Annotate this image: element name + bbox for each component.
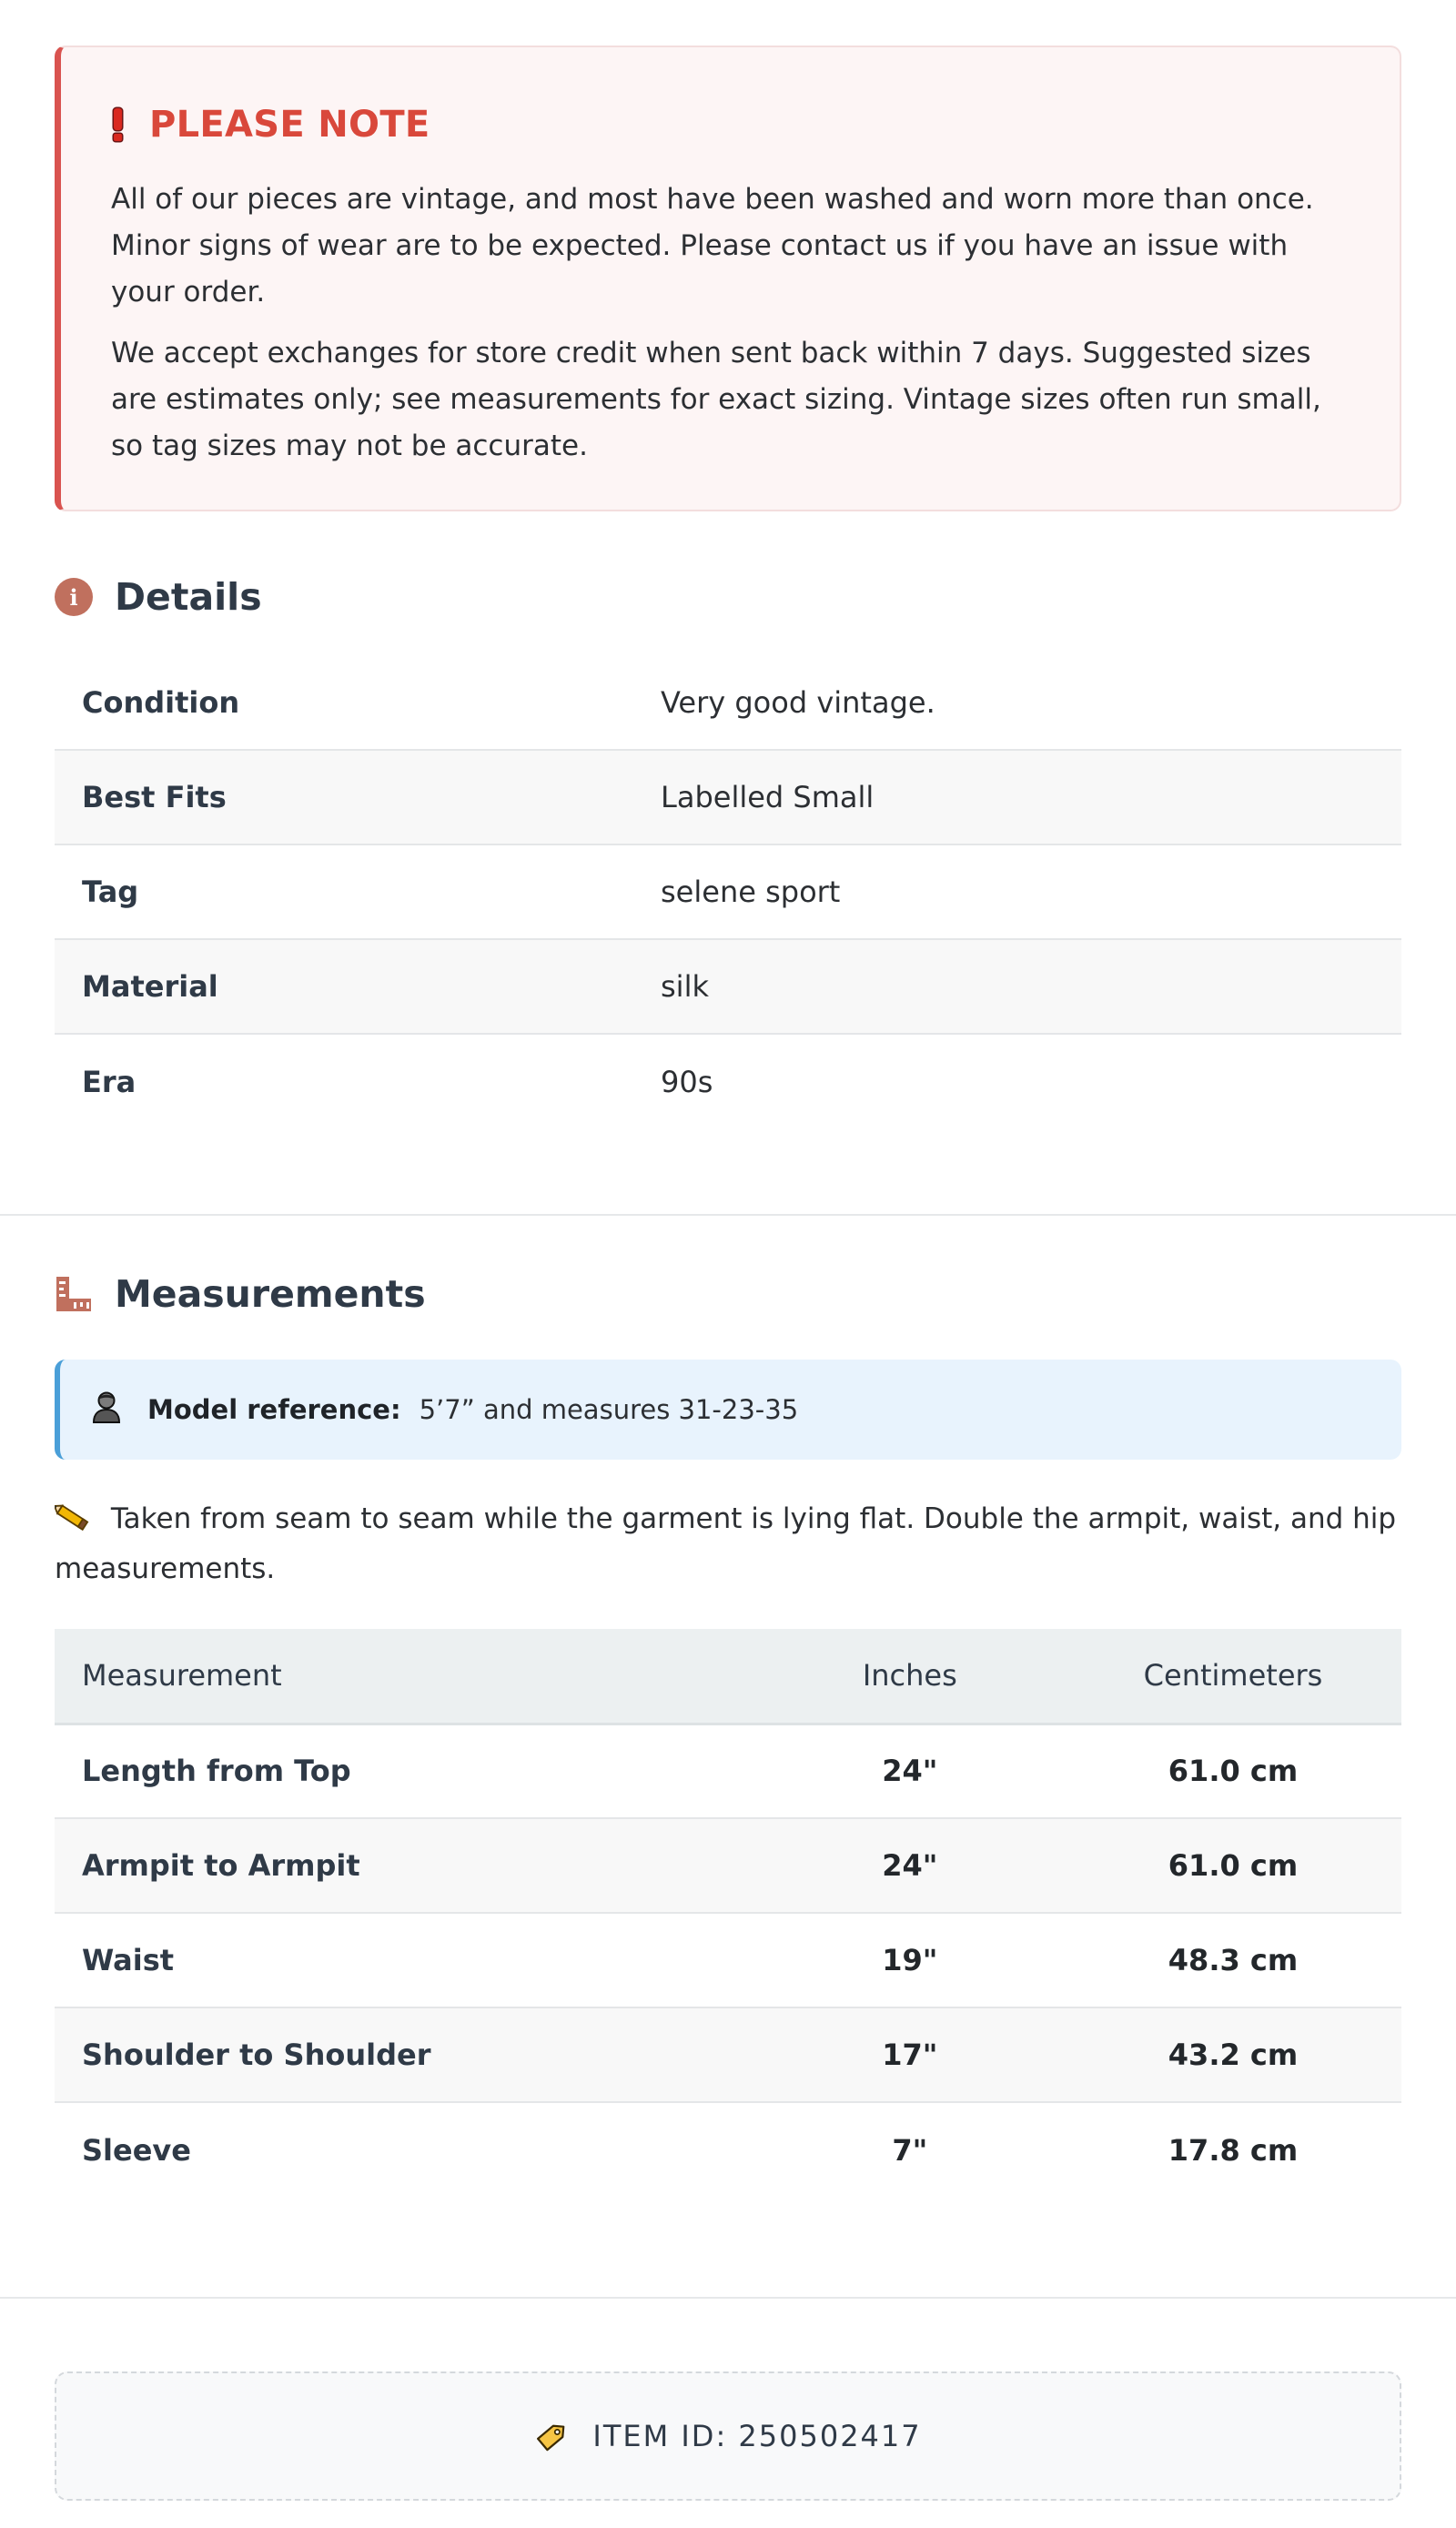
details-title: Details — [115, 575, 262, 619]
measurement-name: Armpit to Armpit — [55, 1818, 755, 1913]
detail-label: Tag — [55, 844, 661, 939]
detail-label: Era — [82, 1064, 136, 1099]
measurement-cm: 61.0 cm — [1065, 1724, 1401, 1818]
notice-paragraph: We accept exchanges for store credit when sent back within 7 days. Suggested sizes are estimates only; see measurements for exact sizing. Vintage sizes often run small, so tag sizes may not be accurate. — [111, 337, 1321, 462]
info-icon: i — [55, 578, 93, 616]
column-header-measurement: Measurement — [55, 1629, 755, 1724]
item-id-label: ITEM ID: 250502417 — [592, 2419, 922, 2453]
exclamation-icon — [111, 108, 124, 141]
measurement-inches: 19" — [755, 1913, 1065, 2007]
item-id-box — [55, 2371, 1401, 2501]
table-row — [55, 1913, 1401, 2007]
measurement-note-text: Taken from seam to seam while the garment is lying flat. Double the armpit, waist, and hip measurements. — [55, 1502, 1397, 1585]
notice-paragraph: All of our pieces are vintage, and most have been washed and worn more than once. Minor signs of wear are to be expected. Please contact us if you have an issue with your order. — [111, 183, 1314, 308]
detail-value: selene sport — [661, 844, 1401, 939]
detail-label: Condition — [55, 655, 661, 750]
measurement-cm: 43.2 cm — [1065, 2007, 1401, 2102]
measurement-note — [55, 1496, 1401, 1593]
detail-value: Very good vintage. — [661, 655, 1401, 750]
section-divider — [0, 1214, 1456, 1216]
measurement-inches: 24" — [755, 1818, 1065, 1913]
measurement-inches: 7" — [892, 2132, 928, 2168]
table-row — [55, 939, 1401, 1034]
details-table — [55, 655, 1401, 1128]
detail-value: 90s — [661, 1064, 713, 1099]
table-row — [55, 1818, 1401, 1913]
column-header-centimeters: Centimeters — [1065, 1629, 1401, 1724]
measurement-cm: 48.3 cm — [1065, 1913, 1401, 2007]
table-row — [55, 750, 1401, 844]
notice-title: PLEASE NOTE — [149, 104, 430, 146]
detail-value: Labelled Small — [661, 750, 1401, 844]
person-icon — [91, 1390, 122, 1430]
measurements-table — [55, 1629, 1401, 2197]
measurement-name: Shoulder to Shoulder — [55, 2007, 755, 2102]
table-header-row — [55, 1629, 1401, 1724]
detail-label: Material — [55, 939, 661, 1034]
table-row — [55, 655, 1401, 750]
please-note-box — [55, 46, 1401, 511]
ruler-icon — [55, 1275, 93, 1313]
table-row — [55, 1724, 1401, 1818]
measurement-inches: 24" — [755, 1724, 1065, 1818]
page — [0, 46, 1456, 1128]
pencil-icon — [55, 1500, 91, 1546]
table-row — [55, 2007, 1401, 2102]
column-header-inches: Inches — [755, 1629, 1065, 1724]
model-reference-label: Model reference: — [147, 1394, 401, 1425]
measurement-cm: 17.8 cm — [1168, 2132, 1299, 2168]
notice-heading — [111, 104, 1354, 146]
measurement-cm: 61.0 cm — [1065, 1818, 1401, 1913]
item-section — [0, 2371, 1456, 2501]
table-row — [55, 1034, 1401, 1128]
model-reference — [55, 1360, 1401, 1460]
details-heading — [55, 575, 1401, 619]
section-divider — [0, 2297, 1456, 2299]
tag-icon — [534, 2418, 571, 2454]
model-reference-value: 5’7” and measures 31-23-35 — [419, 1394, 799, 1425]
measurement-name: Length from Top — [55, 1724, 755, 1818]
detail-value: silk — [661, 939, 1401, 1034]
measurements-title: Measurements — [115, 1272, 426, 1316]
measurement-inches: 17" — [755, 2007, 1065, 2102]
measurements-section — [0, 1272, 1456, 2197]
measurement-name: Sleeve — [82, 2132, 191, 2168]
measurements-heading — [55, 1272, 1401, 1316]
table-row — [55, 2102, 1401, 2197]
table-row — [55, 844, 1401, 939]
measurement-name: Waist — [55, 1913, 755, 2007]
detail-label: Best Fits — [55, 750, 661, 844]
